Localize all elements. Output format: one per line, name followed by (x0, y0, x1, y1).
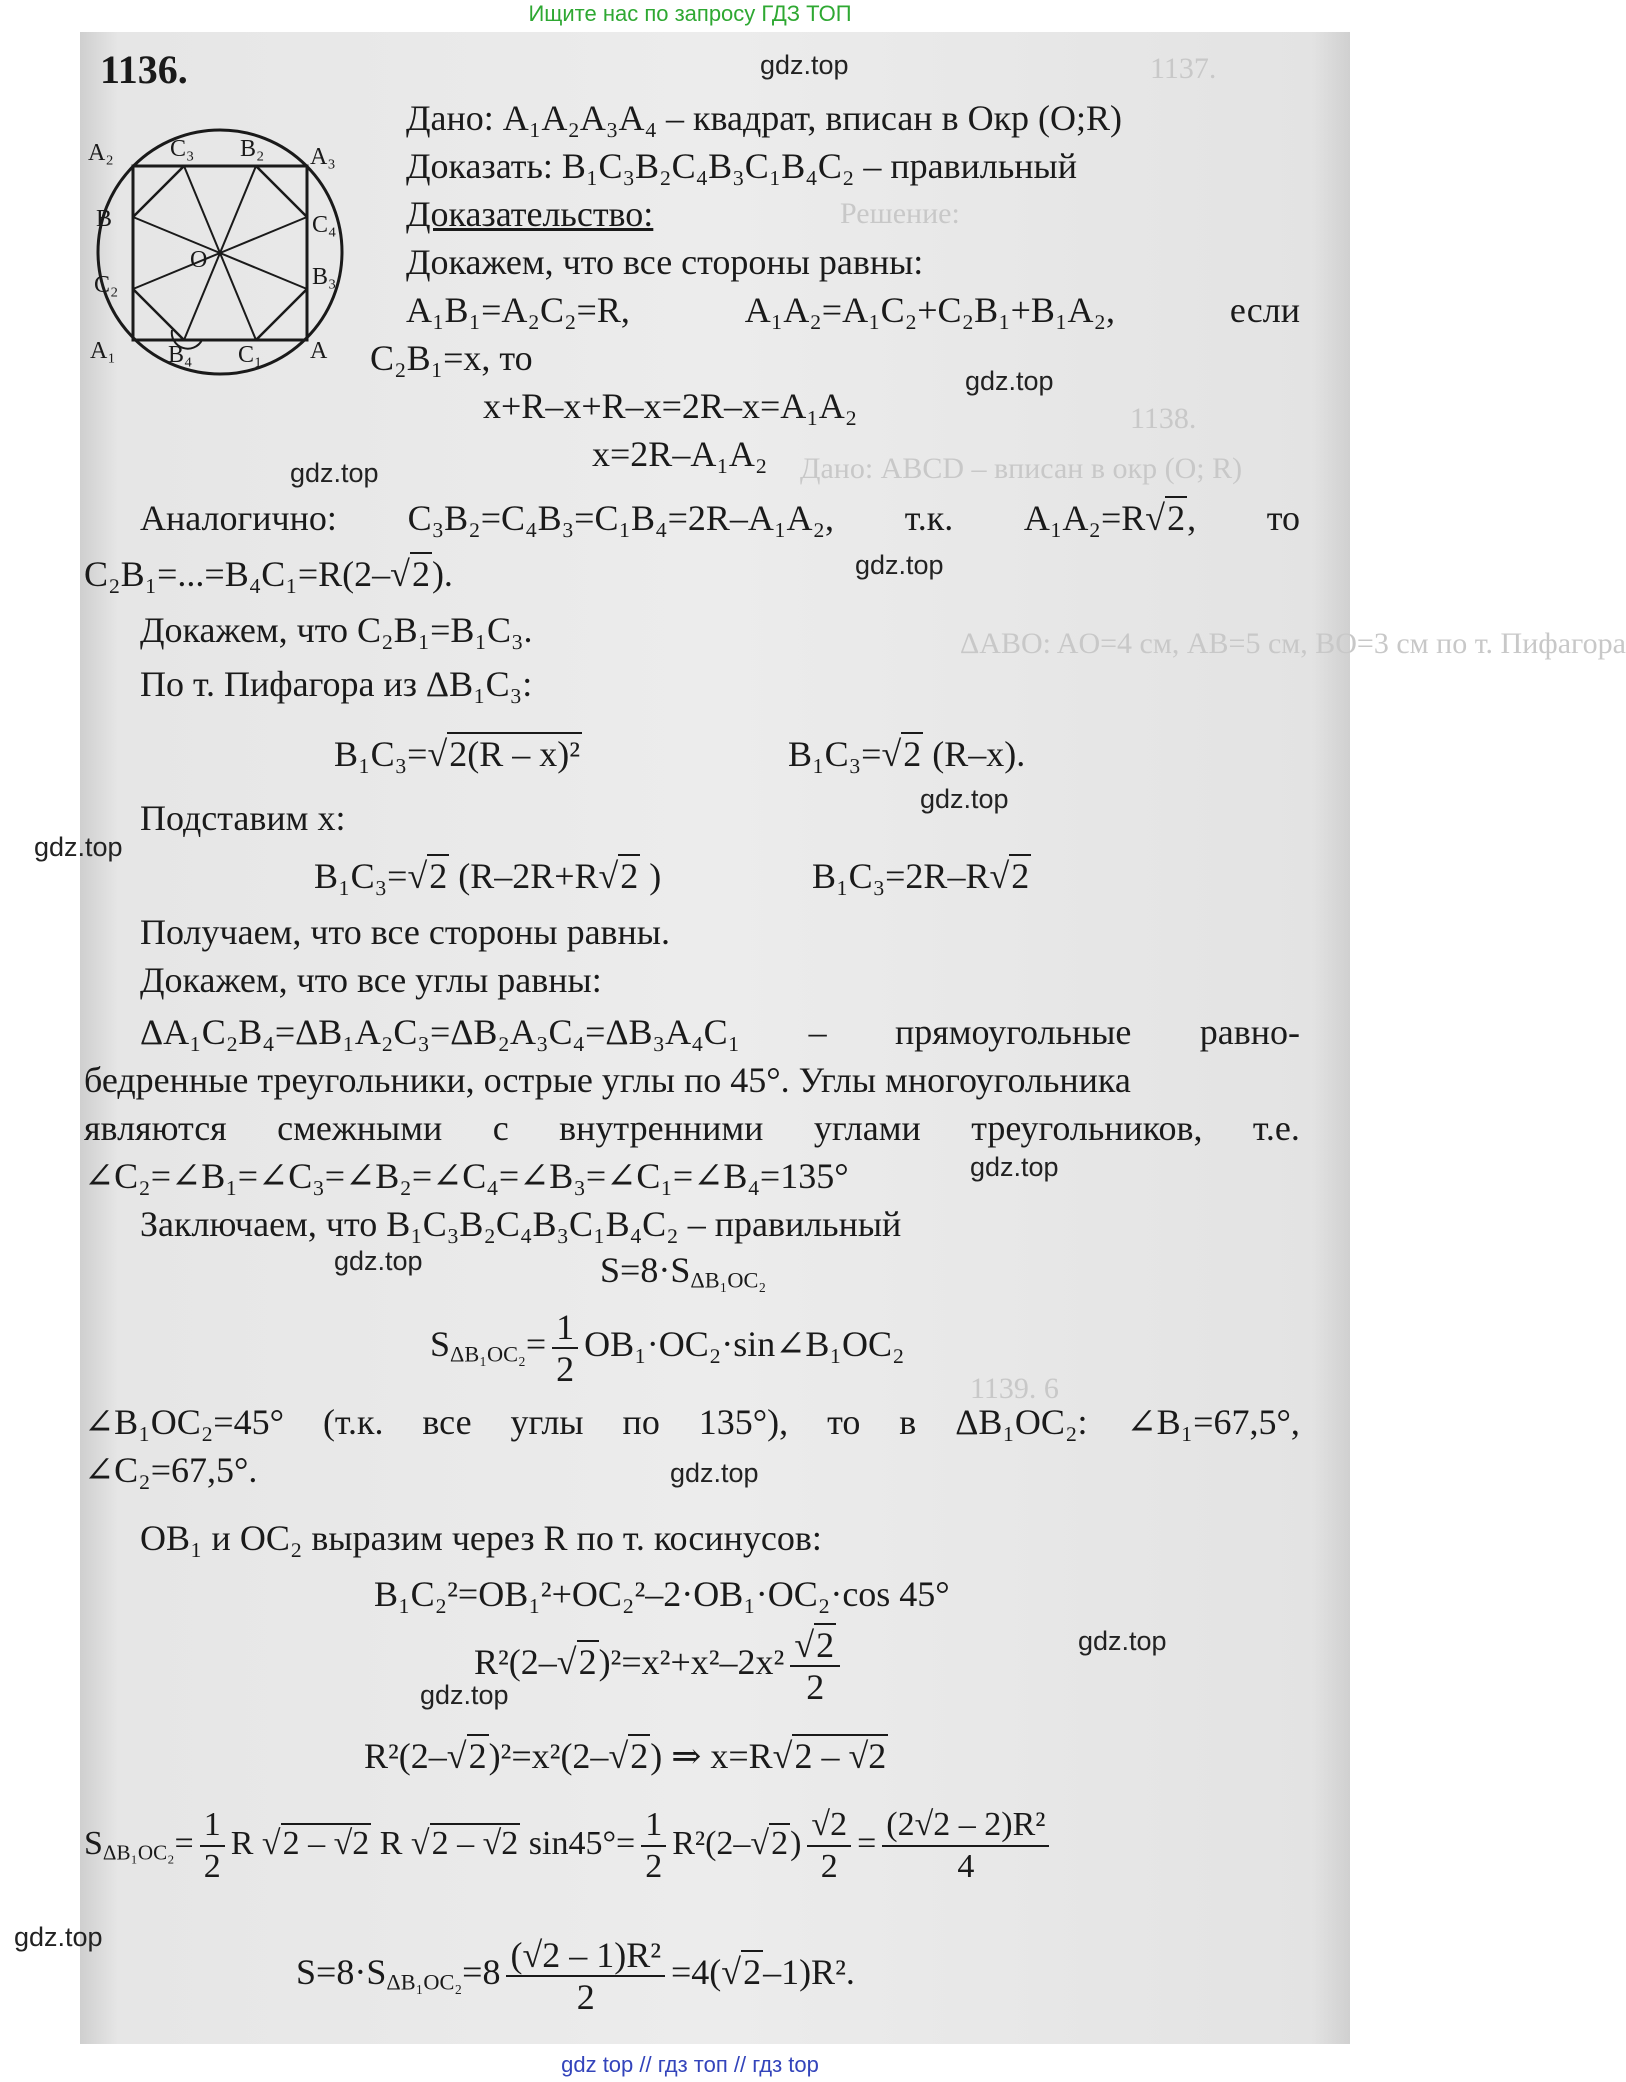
text-line: ∠C₂=∠B₁=∠C₃=∠B₂=∠C₄=∠B₃=∠C₁=∠B₄=135° (84, 1156, 849, 1196)
formula-line: B₁C₃=√2(R – x)² (334, 734, 580, 774)
fraction-denominator: 2 (806, 1666, 825, 1707)
proof-heading: Доказательство: (406, 194, 654, 234)
text-segment: S (430, 1324, 451, 1364)
text-segment: OB₁·OC₂·sin∠B₁OC₂ (584, 1324, 905, 1364)
watermark: gdz.top (920, 784, 1009, 814)
fraction-numerator: (2√2 – 2)R² (882, 1805, 1049, 1847)
formula-line: $S=8\cdot S_{\Delta B_1OC_2}=8$ $\frac{\text{(√2 – 1)R²}}{2}$ =4(√2–1)R². (296, 1934, 855, 2017)
text-line: C₂B₁=...=B₄C₁=R(2–√2). (84, 554, 453, 594)
formula-line: R²(2–√2)²=x²(2–√2) ⇒ x=R√2 – √2 (364, 1736, 887, 1776)
text-segment: 135°), (698, 1402, 789, 1442)
sqrt-radicand: 2 (1167, 498, 1186, 538)
text-segment: прямоугольные (894, 1012, 1132, 1052)
text-segment: т.к. (904, 498, 954, 538)
fraction-numerator: 1 (200, 1805, 225, 1847)
fraction (641, 1805, 666, 1887)
text-segment: внутренними (559, 1108, 764, 1148)
sqrt-radicand: 2 – √2 (282, 1825, 370, 1862)
text-segment: (R–2R+R (458, 856, 599, 896)
textbook-page (80, 32, 1626, 2044)
text-segment: –1)R². (763, 1952, 855, 1992)
text-line (84, 1400, 1300, 1444)
sqrt-radicand: 2 (429, 856, 448, 896)
text-segment: R (379, 1825, 403, 1862)
fraction (882, 1805, 1049, 1887)
text-segment: R (230, 1825, 254, 1862)
text-segment: A₁A₂=A₁C₂+C₂B₁+B₁A₂, (744, 290, 1116, 330)
label-a3: A₃ (310, 144, 336, 170)
text-segment: по (622, 1402, 660, 1442)
text-segment: треугольников, (971, 1108, 1203, 1148)
text-line: Получаем, что все стороны равны. (140, 912, 670, 952)
watermark: gdz.top (290, 458, 379, 488)
text-segment: ∠B₁=67,5°, (1126, 1402, 1300, 1442)
fraction-denominator: 4 (957, 1848, 975, 1886)
text-segment: (т.к. (322, 1402, 384, 1442)
sqrt-radicand: 2 (1011, 856, 1030, 896)
text-segment: равно- (1199, 1012, 1300, 1052)
fraction-numerator: 1 (552, 1307, 578, 1349)
text-line: Подставим x: (140, 798, 346, 838)
prove-line: Доказать: B₁C₃B₂C₄B₃C₁B₄C₂ – правильный (406, 146, 1078, 186)
ghost-text: ΔABO: AO=4 см, AB=5 см, BO=3 см по т. Пифагора (960, 627, 1626, 660)
formula-line: R²(2–√2)²=x²+x²–2x² $\frac{√2}{2}$ (474, 1620, 846, 1707)
text-line: Докажем, что все стороны равны: (406, 242, 924, 282)
subscript: ΔB₁OC₂ (690, 1267, 767, 1293)
ghost-text: 1138. (1130, 402, 1197, 435)
text-segment: т.е. (1252, 1108, 1300, 1148)
label-b: B (96, 206, 113, 232)
subscript: ΔB₁OC₂ (450, 1341, 526, 1367)
formula-line: B₁C₂²=OB₁²+OC₂²–2·OB₁·OC₂·cos 45° (374, 1574, 950, 1614)
text-line: бедренные треугольники, острые углы по 45°. Углы многоугольника (84, 1060, 1131, 1100)
label-o: O (190, 247, 208, 273)
text-line: Докажем, что все углы равны: (140, 960, 602, 1000)
text-segment: являются (84, 1108, 227, 1148)
watermark: gdz.top (965, 366, 1054, 396)
label-c2: C₂ (94, 272, 119, 298)
watermark: gdz.top (760, 50, 849, 80)
text-segment: все (422, 1402, 472, 1442)
fraction-numerator: √2 (807, 1805, 851, 1847)
label-b2: B₂ (240, 136, 265, 162)
text-segment: S=8·S (600, 1250, 691, 1290)
sqrt-radicand: 2 – √2 (794, 1736, 887, 1776)
label-c1: C₁ (238, 342, 263, 368)
sqrt-radicand: 2 (771, 1825, 789, 1862)
text-segment: , (1187, 498, 1197, 538)
text-segment: то (827, 1402, 861, 1442)
text-segment: C₃B₂=C₄B₃=C₁B₄=2R–A₁A₂, (407, 498, 835, 538)
text-segment: ΔB₁OC₂: (955, 1402, 1088, 1442)
text-segment: B₁C₃=2R–R (812, 856, 990, 896)
sqrt-radicand: 2 – √2 (431, 1825, 519, 1862)
fraction (807, 1805, 851, 1887)
sqrt-radicand: 2 (816, 1624, 835, 1665)
ghost-text: Дано: ABCD – вписан в окр (O; R) (800, 452, 1243, 485)
text-line (140, 1010, 1300, 1054)
text-segment: (R–x). (932, 734, 1026, 774)
geometry-diagram (80, 122, 360, 382)
text-line: Заключаем, что B₁C₃B₂C₄B₃C₁B₄C₂ – правильный (140, 1204, 902, 1244)
subscript: ΔB₁OC₂ (102, 1840, 175, 1865)
text-segment: ΔA₁C₂B₄=ΔB₁A₂C₃=ΔB₂A₃C₄=ΔB₃A₄C₁ (140, 1012, 741, 1052)
watermark: gdz.top (420, 1680, 509, 1710)
top-banner[interactable]: Ищите нас по запросу ГДЗ ТОП (528, 1, 852, 26)
fraction-numerator: (√2 – 1)R² (506, 1935, 665, 1977)
text-line (84, 1106, 1300, 1150)
text-segment: Аналогично: (140, 498, 337, 538)
formula-line (430, 1302, 905, 1397)
formula-line (600, 1248, 766, 1303)
text-line: C₂B₁=x, то (370, 338, 533, 378)
text-segment: A₁A₂=R√2, (1023, 498, 1197, 538)
text-segment: B₁C₃= (314, 856, 408, 896)
sqrt-radicand: 2 (468, 1736, 487, 1776)
ghost-text: 1137. (1150, 52, 1217, 85)
fraction-denominator: 2 (576, 1976, 595, 2017)
text-line: OB₁ и OC₂ выразим через R по т. косинусов: (140, 1518, 822, 1558)
text-segment: S=8·S (296, 1952, 387, 1992)
text-segment: sin45°= (528, 1825, 636, 1862)
given-line: Дано: A₁A₂A₃A₄ – квадрат, вписан в Окр (O;R) (406, 98, 1123, 138)
sqrt-radicand: 2 (411, 554, 430, 594)
text-segment: с (492, 1108, 509, 1148)
formula-line: B₁C₃=√2 (R–x). (788, 734, 1026, 774)
text-line: ∠C₂=67,5°. (84, 1450, 258, 1490)
subscript: ΔB₁OC₂ (386, 1969, 463, 1995)
text-segment: ∠B₁OC₂=45° (84, 1402, 284, 1442)
watermark: gdz.top (334, 1246, 423, 1276)
watermark: gdz.top (14, 1922, 103, 1952)
sqrt-radicand: 2 (630, 1736, 649, 1776)
bottom-banner[interactable]: gdz top // гдз топ // гдз top (561, 2052, 819, 2077)
fraction (200, 1805, 225, 1887)
watermark: gdz.top (970, 1152, 1059, 1182)
formula-line: B₁C₃=2R–R√2 (812, 856, 1030, 896)
text-segment: ) (649, 856, 662, 896)
text-line: По т. Пифагора из ΔB₁C₃: (140, 664, 533, 704)
label-b4: B₄ (168, 342, 193, 368)
text-segment: =4( (671, 1952, 722, 1992)
text-segment: ). (431, 554, 453, 594)
text-line: x+R–x+R–x=2R–x=A₁A₂ (483, 386, 858, 426)
fraction-denominator: 2 (820, 1848, 838, 1886)
fraction-denominator: 2 (645, 1848, 663, 1886)
text-segment: углами (813, 1108, 921, 1148)
text-segment: R²(2– (474, 1642, 557, 1682)
text-line: Докажем, что C₂B₁=B₁C₃. (140, 610, 533, 650)
watermark: gdz.top (34, 832, 123, 862)
fraction-numerator: 1 (641, 1805, 666, 1847)
text-segment: R²(2– (672, 1825, 751, 1862)
text-segment: R²(2– (364, 1736, 447, 1776)
text-segment: A₁A₂=R (1023, 498, 1146, 538)
text-segment: S (84, 1825, 103, 1862)
text-line (406, 288, 1300, 332)
fraction (506, 1935, 665, 2017)
fraction-numerator: √2 (790, 1625, 840, 1667)
label-b3: B₃ (312, 264, 337, 290)
text-segment: = (525, 1324, 547, 1364)
sqrt-radicand: 2 (903, 734, 922, 774)
text-line (140, 496, 1300, 540)
watermark: gdz.top (1078, 1626, 1167, 1656)
text-segment: в (899, 1402, 917, 1442)
text-segment: смежными (277, 1108, 443, 1148)
fraction-denominator: 2 (203, 1848, 221, 1886)
sqrt-radicand: 2 (620, 856, 639, 896)
text-segment: C₂B₁=...=B₄C₁=R(2– (84, 554, 391, 594)
label-c4: C₄ (312, 212, 337, 238)
text-line: x=2R–A₁A₂ (592, 434, 768, 474)
text-segment: = (174, 1825, 194, 1862)
sqrt-radicand: 2 (743, 1952, 762, 1992)
fraction (552, 1307, 578, 1389)
ghost-text: Решение: (840, 197, 960, 230)
text-segment: углы (510, 1402, 584, 1442)
fraction-denominator: 2 (556, 1348, 575, 1389)
formula-line: $S_{\Delta B_1OC_2}=$ $\frac{1}{2}$ R √2 – √2 R √2 – √2 sin45°= $\frac{1}{2}$ R²(2–√2) $\frac{√2}{2}$ = $\frac{\text{(2√2 – 2)R²}}{4}$ (84, 1802, 1055, 1894)
label-c3: C₃ (170, 136, 195, 162)
label-a2: A₂ (88, 140, 114, 166)
watermark: gdz.top (670, 1458, 759, 1488)
formula-line: B₁C₃=√2 (R–2R+R√2 ) (314, 856, 662, 896)
sqrt-radicand: 2(R – x)² (449, 734, 580, 774)
fraction (790, 1625, 840, 1707)
text-segment: B₁C₃= (334, 734, 428, 774)
text-segment: то (1266, 498, 1300, 538)
text-segment: )²=x²+x²–2x² (598, 1642, 785, 1682)
text-segment: = (857, 1825, 877, 1862)
sqrt-radicand: 2 (578, 1642, 597, 1682)
ghost-text: 1139. 6 (970, 1372, 1059, 1405)
text-segment: B₁C₃= (788, 734, 882, 774)
text-segment: ) ⇒ x=R (650, 1736, 773, 1776)
text-segment: – (808, 1012, 827, 1052)
watermark: gdz.top (855, 550, 944, 580)
text-segment: =8 (462, 1952, 501, 1992)
text-segment: )²=x²(2– (488, 1736, 609, 1776)
label-a: A (310, 338, 328, 364)
text-segment: если (1229, 290, 1300, 330)
text-segment: A₁B₁=A₂C₂=R, (406, 290, 630, 330)
label-a1: A₁ (90, 338, 116, 364)
problem-number: 1136. (100, 47, 188, 92)
text-segment: ) (790, 1825, 802, 1862)
